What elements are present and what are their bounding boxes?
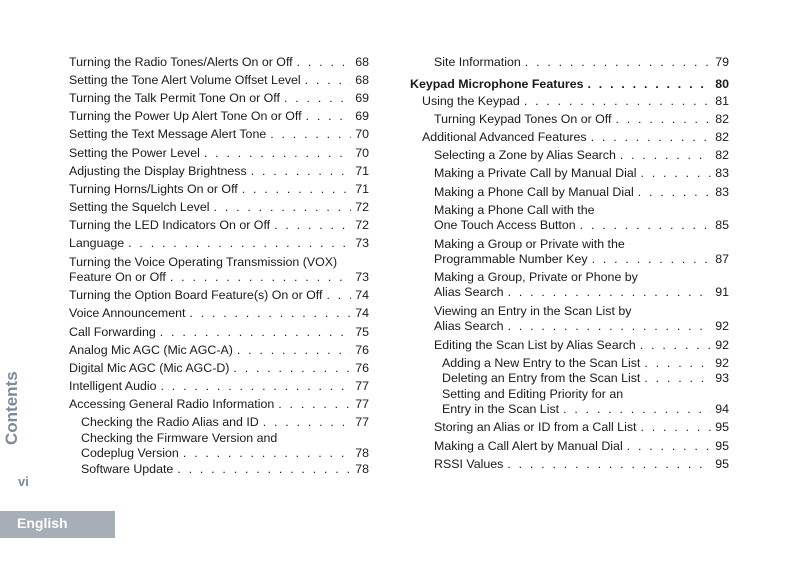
- toc-entry-page: 77: [355, 415, 369, 429]
- toc-entry[interactable]: [69, 236, 369, 251]
- toc-entry-title: Accessing General Radio Information: [69, 397, 275, 411]
- toc-entry-title: Entry in the Scan List: [442, 402, 560, 416]
- toc-entry-page: 92: [715, 338, 729, 352]
- toc-entry-page: 82: [715, 112, 729, 126]
- toc-entry-title: Turning the Radio Tones/Alerts On or Off: [69, 55, 293, 69]
- dot-leader: [640, 166, 711, 181]
- toc-entry-title: Making a Phone Call by Manual Dial: [434, 185, 634, 199]
- toc-entry-title: Selecting a Zone by Alias Search: [434, 148, 616, 162]
- toc-entry-page: 70: [355, 127, 369, 141]
- toc-entry[interactable]: [69, 325, 369, 340]
- toc-entry-page: 83: [715, 185, 729, 199]
- toc-entry[interactable]: [422, 94, 729, 109]
- toc-entry[interactable]: [442, 371, 729, 386]
- toc-entry-page: 95: [715, 439, 729, 453]
- dot-leader: [620, 148, 711, 163]
- dot-leader: [638, 185, 711, 200]
- dot-leader: [214, 200, 352, 215]
- dot-leader: [263, 415, 351, 430]
- toc-entry[interactable]: [69, 127, 369, 142]
- toc-entry-title: Making a Phone Call with the: [434, 203, 595, 217]
- page-number: vi: [18, 474, 29, 489]
- toc-entry-title: Adjusting the Display Brightness: [69, 164, 247, 178]
- toc-entry-title: Voice Announcement: [69, 306, 186, 320]
- dot-leader: [305, 73, 352, 88]
- dot-leader: [591, 130, 712, 145]
- toc-entry-title: Setting the Tone Alert Volume Offset Level: [69, 73, 301, 87]
- dot-leader: [524, 94, 711, 109]
- toc-entry-page: 73: [355, 270, 369, 284]
- toc-entry-page: 74: [355, 306, 369, 320]
- dot-leader: [627, 439, 712, 454]
- toc-entry-title: Codeplug Version: [81, 446, 179, 460]
- dot-leader: [580, 218, 712, 233]
- toc-entry-page: 95: [715, 420, 729, 434]
- toc-entry-page: 83: [715, 166, 729, 180]
- dot-leader: [242, 182, 351, 197]
- dot-leader: [615, 112, 711, 127]
- toc-entry[interactable]: [69, 379, 369, 394]
- dot-leader: [183, 446, 351, 461]
- toc-entry-page: 76: [355, 343, 369, 357]
- toc-entry-title: Deleting an Entry from the Scan List: [442, 371, 641, 385]
- dot-leader: [507, 457, 711, 472]
- language-label: English: [17, 515, 68, 531]
- dot-leader: [326, 288, 351, 303]
- toc-entry-title: Setting and Editing Priority for an: [442, 387, 624, 401]
- toc-entry-page: 94: [715, 402, 729, 416]
- dot-leader: [640, 338, 711, 353]
- toc-entry-page: 79: [715, 55, 729, 69]
- toc-entry[interactable]: [434, 439, 729, 454]
- toc-entry[interactable]: [434, 55, 729, 70]
- toc-entry-title: Making a Call Alert by Manual Dial: [434, 439, 623, 453]
- toc-entry[interactable]: [434, 148, 729, 163]
- toc-entry-page: 82: [715, 148, 729, 162]
- toc-entry[interactable]: [81, 462, 369, 477]
- toc-entry[interactable]: [69, 109, 369, 124]
- toc-entry-title: Turning Horns/Lights On or Off: [69, 182, 238, 196]
- toc-entry-title: Making a Group, Private or Phone by: [434, 270, 638, 284]
- dot-leader: [278, 397, 351, 412]
- toc-entry[interactable]: [69, 182, 369, 197]
- toc-entry-page: 80: [715, 77, 729, 91]
- toc-entry-title: Checking the Firmware Version and: [81, 431, 278, 445]
- toc-entry-title: Feature On or Off: [69, 270, 166, 284]
- toc-entry-title: Site Information: [434, 55, 521, 69]
- toc-entry-page: 69: [355, 109, 369, 123]
- toc-entry-page: 82: [715, 130, 729, 144]
- dot-leader: [306, 109, 352, 124]
- toc-entry[interactable]: [69, 361, 369, 376]
- toc-entry-title: Setting the Power Level: [69, 146, 200, 160]
- toc-entry-title: Programmable Number Key: [434, 252, 588, 266]
- dot-leader: [644, 371, 711, 386]
- toc-entry[interactable]: [434, 457, 729, 472]
- toc-entry-title: Storing an Alias or ID from a Call List: [434, 420, 637, 434]
- dot-leader: [161, 379, 352, 394]
- toc-entry-title: Digital Mic AGC (Mic AGC-D): [69, 361, 230, 375]
- toc-entry[interactable]: [69, 73, 369, 88]
- toc-entry-title: Setting the Squelch Level: [69, 200, 210, 214]
- toc-entry-page: 69: [355, 91, 369, 105]
- language-tab: [0, 511, 115, 538]
- toc-entry-title: Checking the Radio Alias and ID: [81, 415, 259, 429]
- toc-entry[interactable]: [434, 338, 729, 353]
- toc-entry-title: Making a Group or Private with the: [434, 237, 625, 251]
- toc-entry-title: Keypad Microphone Features: [410, 77, 584, 91]
- toc-entry-title: Adding a New Entry to the Scan List: [442, 356, 641, 370]
- toc-entry[interactable]: [81, 415, 369, 430]
- toc-entry[interactable]: [69, 200, 369, 215]
- toc-entry-page: 72: [355, 218, 369, 232]
- toc-entry[interactable]: [434, 270, 729, 300]
- dot-leader: [128, 236, 351, 251]
- section-label: Contents: [2, 371, 21, 445]
- dot-leader: [592, 252, 712, 267]
- toc-entry[interactable]: [434, 420, 729, 435]
- toc-entry-page: 78: [355, 446, 369, 460]
- dot-leader: [644, 356, 711, 371]
- toc-entry-page: 75: [355, 325, 369, 339]
- toc-entry-title: Making a Private Call by Manual Dial: [434, 166, 637, 180]
- toc-entry[interactable]: [69, 343, 369, 358]
- dot-leader: [189, 306, 351, 321]
- toc-entry[interactable]: [434, 304, 729, 334]
- toc-entry-title: Language: [69, 236, 125, 250]
- toc-entry[interactable]: [69, 55, 369, 70]
- dot-leader: [508, 285, 712, 300]
- toc-entry-page: 85: [715, 218, 729, 232]
- dot-leader: [251, 164, 352, 179]
- toc-entry-page: 68: [355, 73, 369, 87]
- toc-entry-page: 91: [715, 285, 729, 299]
- toc-entry[interactable]: [69, 146, 369, 161]
- toc-entry-page: 93: [715, 371, 729, 385]
- toc-entry-page: 76: [355, 361, 369, 375]
- toc-entry[interactable]: [442, 387, 729, 417]
- toc-entry-title: Turning the Talk Permit Tone On or Off: [69, 91, 280, 105]
- dot-leader: [204, 146, 351, 161]
- toc-entry-title: Alias Search: [434, 319, 504, 333]
- toc-entry[interactable]: [69, 218, 369, 233]
- toc-entry[interactable]: [442, 356, 729, 371]
- toc-entry-page: 78: [355, 462, 369, 476]
- toc-entry[interactable]: [422, 130, 729, 145]
- toc-entry-title: Additional Advanced Features: [422, 130, 587, 144]
- toc-entry-title: Intelligent Audio: [69, 379, 157, 393]
- toc-entry-page: 71: [355, 182, 369, 196]
- toc-entry[interactable]: [69, 255, 369, 285]
- toc-entry-page: 68: [355, 55, 369, 69]
- toc-entry[interactable]: [69, 397, 369, 412]
- dot-leader: [508, 319, 712, 334]
- dot-leader: [160, 325, 351, 340]
- toc-entry-title: Turning the Power Up Alert Tone On or Off: [69, 109, 302, 123]
- toc-entry-title: Using the Keypad: [422, 94, 520, 108]
- toc-entry[interactable]: [434, 237, 729, 267]
- toc-entry-title: Call Forwarding: [69, 325, 156, 339]
- dot-leader: [270, 127, 351, 142]
- dot-leader: [284, 91, 351, 106]
- toc-entry[interactable]: [410, 77, 729, 92]
- dot-leader: [588, 77, 712, 92]
- toc-entry-page: 72: [355, 200, 369, 214]
- toc-entry-page: 92: [715, 356, 729, 370]
- toc-entry-title: RSSI Values: [434, 457, 504, 471]
- toc-entry-title: Viewing an Entry in the Scan List by: [434, 304, 632, 318]
- toc-entry-title: Alias Search: [434, 285, 504, 299]
- toc-entry-page: 92: [715, 319, 729, 333]
- toc-entry-title: Turning the Option Board Feature(s) On or Off: [69, 288, 323, 302]
- toc-entry-page: 70: [355, 146, 369, 160]
- dot-leader: [640, 420, 711, 435]
- toc-entry-page: 77: [355, 379, 369, 393]
- toc-entry-title: One Touch Access Button: [434, 218, 576, 232]
- dot-leader: [170, 270, 351, 285]
- toc-entry-title: Editing the Scan List by Alias Search: [434, 338, 636, 352]
- toc-entry-page: 87: [715, 252, 729, 266]
- dot-leader: [525, 55, 711, 70]
- dot-leader: [297, 55, 352, 70]
- toc-entry[interactable]: [69, 306, 369, 321]
- toc-entry-title: Turning Keypad Tones On or Off: [434, 112, 612, 126]
- toc-entry[interactable]: [69, 288, 369, 303]
- dot-leader: [177, 462, 351, 477]
- toc-entry-title: Analog Mic AGC (Mic AGC-A): [69, 343, 233, 357]
- toc-entry[interactable]: [81, 431, 369, 461]
- toc-entry-title: Setting the Text Message Alert Tone: [69, 127, 267, 141]
- dot-leader: [563, 402, 711, 417]
- dot-leader: [274, 218, 351, 233]
- toc-entry-title: Turning the LED Indicators On or Off: [69, 218, 271, 232]
- dot-leader: [233, 361, 351, 376]
- toc-entry[interactable]: [69, 91, 369, 106]
- toc-entry[interactable]: [434, 112, 729, 127]
- toc-entry-title: Software Update: [81, 462, 174, 476]
- toc-entry-page: 74: [355, 288, 369, 302]
- toc-entry-page: 95: [715, 457, 729, 471]
- toc-entry[interactable]: [69, 164, 369, 179]
- toc-entry[interactable]: [434, 166, 729, 181]
- toc-entry-title: Turning the Voice Operating Transmission (VOX): [69, 255, 338, 269]
- toc-entry[interactable]: [434, 185, 729, 200]
- toc-entry-page: 77: [355, 397, 369, 411]
- toc-entry[interactable]: [434, 203, 729, 233]
- toc-entry-page: 71: [355, 164, 369, 178]
- toc-entry-page: 73: [355, 236, 369, 250]
- toc-entry-page: 81: [715, 94, 729, 108]
- dot-leader: [237, 343, 351, 358]
